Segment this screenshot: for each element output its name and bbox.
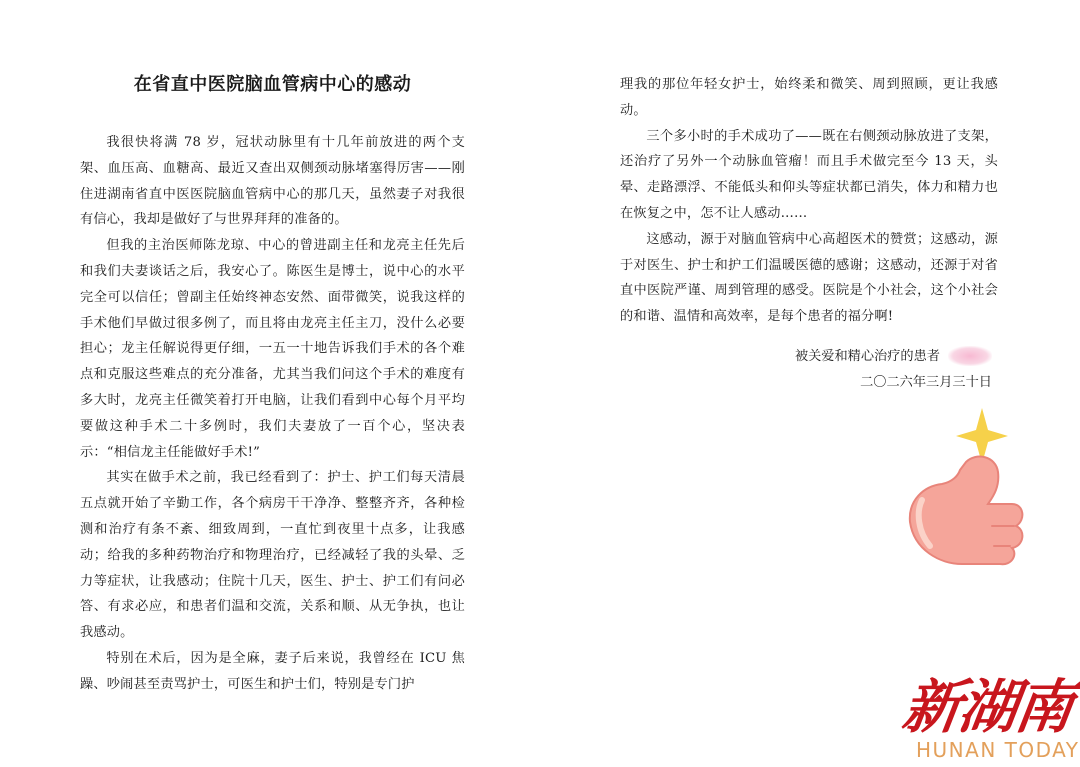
paragraph: 但我的主治医师陈龙琼、中心的曾进副主任和龙亮主任先后和我们夫妻谈话之后，我安心了。陈医生是博士，说中心的水平完全可以信任；曾副主任始终神态安然、面带微笑，说我这样的手术他们早做过很多例了，而且将由龙亮主任主刀，没什么必要担心；龙主任解说得更仔细，一五一十地告诉我们手术的各个难点和克服这些难点的充分准备，尤其当我们问这个手术的难度有多大时，龙亮主任微笑着打开电脑，让我们看到中心每个月平均要做这种手术二十多例时，我们夫妻放了一百个心，坚决表示：“相信龙主任能做好手术!”: [80, 238, 465, 460]
news-logo: [898, 660, 1078, 765]
redacted-name-mark: [948, 346, 992, 366]
paragraph: 特别在术后，因为是全麻，妻子后来说，我曾经在 ICU 焦躁、吵闹甚至责骂护士，可医生和护士们，特别是专门护: [80, 650, 465, 692]
paragraph: 三个多小时的手术成功了——既在右侧颈动脉放进了支架，还治疗了另外一个动脉血管瘤！而且手术做完至今 13 天，头晕、走路漂浮、不能低头和仰头等症状都已消失，体力和精力也在恢复之中，怎不让人感动……: [620, 128, 998, 221]
signature-block: [620, 344, 998, 396]
left-column: [80, 70, 465, 698]
letter-date: 二〇二六年三月三十日: [860, 374, 992, 390]
logo-chinese: 新湖南: [898, 673, 1077, 741]
paragraph-continuation: 理我的那位年轻女护士，始终柔和微笑、周到照顾，更让我感动。: [620, 77, 998, 118]
article-title: 在省直中医院脑血管病中心的感动: [133, 74, 412, 95]
logo-english: HUNAN TODAY: [916, 738, 1080, 762]
signature: 被关爱和精心治疗的患者: [794, 348, 940, 364]
signature-line: [620, 344, 992, 370]
thumbs-up-icon: [900, 400, 1030, 570]
paragraph: 我很快将满 78 岁，冠状动脉里有十几年前放进的两个支架、血压高、血糖高、最近又查出双侧颈动脉堵塞得厉害——刚住进湖南省直中医医院脑血管病中心的那几天，虽然妻子对我很有信心，我却是做好了与世界拜拜的准备的。: [80, 135, 465, 228]
paragraph: 这感动，源于对脑血管病中心高超医术的赞赏；这感动，源于对医生、护士和护工们温暖医德的感谢；这感动，还源于对省直中医院严谨、周到管理的感受。医院是个小社会，这个小社会的和谐、温情和高效率，是每个患者的福分啊!: [620, 231, 998, 325]
right-column: [620, 72, 998, 396]
paragraph: 其实在做手术之前，我已经看到了：护士、护工们每天清晨五点就开始了辛勤工作，各个病房干干净净、整整齐齐，各种检测和治疗有条不紊、细致周到，一直忙到夜里十点多，让我感动；给我的多种药物治疗和物理治疗，已经减轻了我的头晕、乏力等症状，让我感动；住院十几天，医生、护士、护工们有问必答、有求必应，和患者们温和交流，关系和顺、从无争执，也让我感动。: [80, 470, 465, 641]
